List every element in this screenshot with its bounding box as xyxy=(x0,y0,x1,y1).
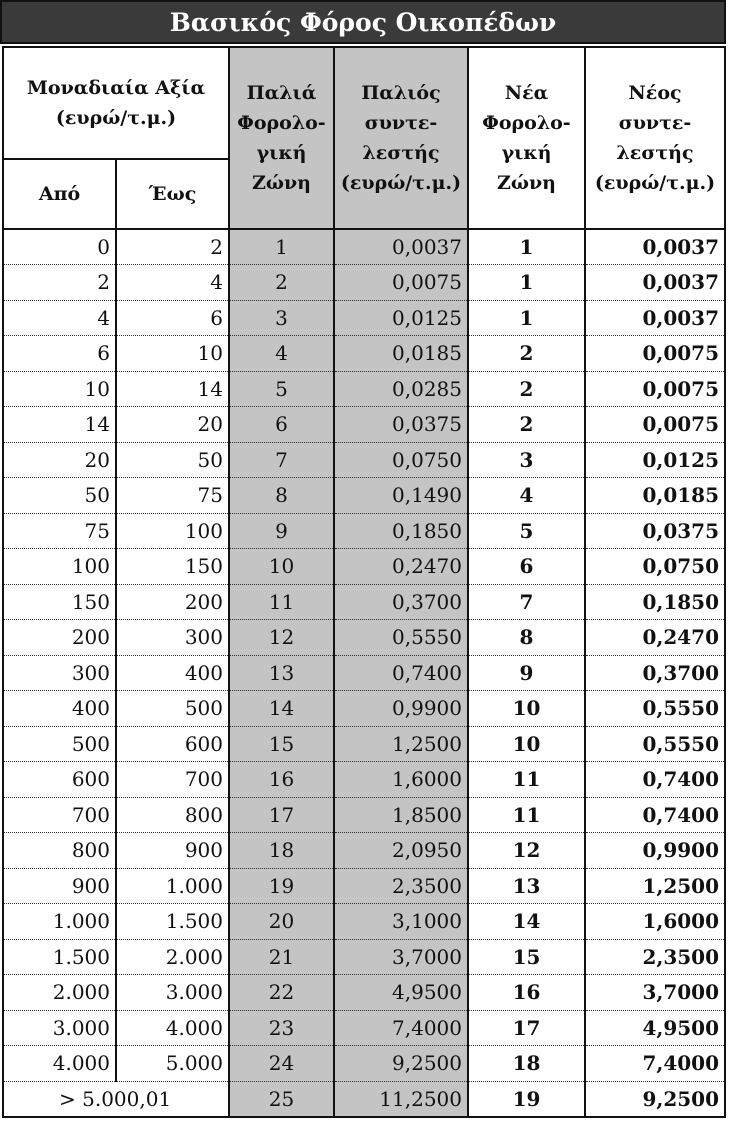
table-row xyxy=(3,939,725,975)
cell-from: 400 xyxy=(3,691,116,727)
cell-to: 600 xyxy=(116,726,229,762)
cell-from: 900 xyxy=(3,868,116,904)
cell-to: 300 xyxy=(116,620,229,656)
table-row xyxy=(3,1046,725,1082)
cell-to: 4 xyxy=(116,265,229,301)
cell-old-zone: 18 xyxy=(229,833,334,869)
cell-old-coef: 7,4000 xyxy=(334,1010,468,1046)
cell-old-zone: 3 xyxy=(229,300,334,336)
table-row xyxy=(3,407,725,443)
header-old-zone: Παλιά Φορολο-γική Ζώνη xyxy=(229,47,334,229)
cell-to: 500 xyxy=(116,691,229,727)
cell-new-coef: 9,2500 xyxy=(585,1081,725,1117)
table-row-last xyxy=(3,1081,725,1117)
cell-new-coef: 0,2470 xyxy=(585,620,725,656)
cell-to: 900 xyxy=(116,833,229,869)
cell-old-coef: 0,9900 xyxy=(334,691,468,727)
table-row xyxy=(3,478,725,514)
cell-new-coef: 0,0075 xyxy=(585,371,725,407)
cell-old-coef: 11,2500 xyxy=(334,1081,468,1117)
cell-from: 4 xyxy=(3,300,116,336)
header-new-coef: Νέος συντε-λεστής (ευρώ/τ.μ.) xyxy=(585,47,725,229)
cell-to: 3.000 xyxy=(116,975,229,1011)
cell-new-coef: 0,9900 xyxy=(585,833,725,869)
cell-new-coef: 0,5550 xyxy=(585,726,725,762)
cell-new-zone: 3 xyxy=(468,442,585,478)
table-row xyxy=(3,549,725,585)
cell-old-zone: 13 xyxy=(229,655,334,691)
cell-old-zone: 17 xyxy=(229,797,334,833)
cell-from: 3.000 xyxy=(3,1010,116,1046)
cell-old-coef: 0,1850 xyxy=(334,513,468,549)
cell-to: 75 xyxy=(116,478,229,514)
cell-to: 14 xyxy=(116,371,229,407)
table-row xyxy=(3,655,725,691)
cell-from: 20 xyxy=(3,442,116,478)
cell-new-coef: 4,9500 xyxy=(585,1010,725,1046)
table-row xyxy=(3,229,725,265)
cell-old-coef: 3,7000 xyxy=(334,939,468,975)
cell-old-coef: 0,0750 xyxy=(334,442,468,478)
cell-old-coef: 0,0125 xyxy=(334,300,468,336)
cell-old-coef: 2,3500 xyxy=(334,868,468,904)
cell-new-zone: 14 xyxy=(468,904,585,940)
table-row xyxy=(3,868,725,904)
cell-old-zone: 16 xyxy=(229,762,334,798)
cell-new-zone: 13 xyxy=(468,868,585,904)
header-unit-value: Μοναδιαία Αξία (ευρώ/τ.μ.) xyxy=(3,47,229,159)
cell-old-zone: 20 xyxy=(229,904,334,940)
cell-old-coef: 3,1000 xyxy=(334,904,468,940)
cell-range: > 5.000,01 xyxy=(3,1081,229,1117)
cell-to: 700 xyxy=(116,762,229,798)
cell-new-zone: 10 xyxy=(468,726,585,762)
cell-new-zone: 15 xyxy=(468,939,585,975)
header-to: Έως xyxy=(116,159,229,229)
cell-from: 50 xyxy=(3,478,116,514)
table-row xyxy=(3,975,725,1011)
cell-old-coef: 9,2500 xyxy=(334,1046,468,1082)
table-row xyxy=(3,265,725,301)
cell-old-zone: 22 xyxy=(229,975,334,1011)
cell-new-coef: 0,5550 xyxy=(585,691,725,727)
cell-new-zone: 11 xyxy=(468,762,585,798)
cell-from: 500 xyxy=(3,726,116,762)
cell-new-zone: 10 xyxy=(468,691,585,727)
cell-new-coef: 0,0037 xyxy=(585,229,725,265)
cell-to: 1.000 xyxy=(116,868,229,904)
cell-old-zone: 2 xyxy=(229,265,334,301)
cell-old-zone: 4 xyxy=(229,336,334,372)
cell-from: 0 xyxy=(3,229,116,265)
table-row xyxy=(3,762,725,798)
cell-to: 10 xyxy=(116,336,229,372)
cell-new-zone: 1 xyxy=(468,229,585,265)
cell-new-coef: 0,0750 xyxy=(585,549,725,585)
cell-to: 4.000 xyxy=(116,1010,229,1046)
cell-old-zone: 9 xyxy=(229,513,334,549)
table-row xyxy=(3,371,725,407)
cell-to: 100 xyxy=(116,513,229,549)
cell-new-zone: 5 xyxy=(468,513,585,549)
cell-new-coef: 0,0185 xyxy=(585,478,725,514)
cell-old-coef: 1,8500 xyxy=(334,797,468,833)
cell-old-coef: 0,0285 xyxy=(334,371,468,407)
cell-new-zone: 7 xyxy=(468,584,585,620)
cell-from: 800 xyxy=(3,833,116,869)
cell-old-zone: 5 xyxy=(229,371,334,407)
cell-old-coef: 0,0185 xyxy=(334,336,468,372)
cell-old-zone: 10 xyxy=(229,549,334,585)
cell-new-zone: 4 xyxy=(468,478,585,514)
table-row xyxy=(3,336,725,372)
table-row xyxy=(3,300,725,336)
cell-to: 50 xyxy=(116,442,229,478)
cell-to: 1.500 xyxy=(116,904,229,940)
cell-old-zone: 21 xyxy=(229,939,334,975)
cell-from: 100 xyxy=(3,549,116,585)
header-new-zone: Νέα Φορολο-γική Ζώνη xyxy=(468,47,585,229)
cell-from: 2 xyxy=(3,265,116,301)
table-row xyxy=(3,904,725,940)
table-row xyxy=(3,1010,725,1046)
cell-new-zone: 12 xyxy=(468,833,585,869)
cell-old-zone: 11 xyxy=(229,584,334,620)
cell-new-zone: 2 xyxy=(468,407,585,443)
cell-new-zone: 11 xyxy=(468,797,585,833)
cell-from: 6 xyxy=(3,336,116,372)
cell-old-zone: 7 xyxy=(229,442,334,478)
cell-old-zone: 6 xyxy=(229,407,334,443)
cell-from: 700 xyxy=(3,797,116,833)
cell-old-zone: 1 xyxy=(229,229,334,265)
cell-new-coef: 0,0375 xyxy=(585,513,725,549)
table-row xyxy=(3,726,725,762)
cell-to: 800 xyxy=(116,797,229,833)
cell-old-coef: 0,0037 xyxy=(334,229,468,265)
cell-old-coef: 0,7400 xyxy=(334,655,468,691)
cell-new-zone: 1 xyxy=(468,265,585,301)
cell-new-zone: 18 xyxy=(468,1046,585,1082)
cell-new-zone: 2 xyxy=(468,371,585,407)
cell-from: 300 xyxy=(3,655,116,691)
cell-old-zone: 15 xyxy=(229,726,334,762)
table-row xyxy=(3,691,725,727)
cell-new-coef: 1,6000 xyxy=(585,904,725,940)
cell-from: 1.500 xyxy=(3,939,116,975)
cell-new-coef: 7,4000 xyxy=(585,1046,725,1082)
cell-from: 200 xyxy=(3,620,116,656)
cell-old-zone: 25 xyxy=(229,1081,334,1117)
header-old-coef: Παλιός συντε-λεστής (ευρώ/τ.μ.) xyxy=(334,47,468,229)
cell-from: 2.000 xyxy=(3,975,116,1011)
table-row xyxy=(3,513,725,549)
cell-new-coef: 0,0037 xyxy=(585,265,725,301)
cell-old-zone: 23 xyxy=(229,1010,334,1046)
cell-new-coef: 0,7400 xyxy=(585,762,725,798)
cell-new-zone: 19 xyxy=(468,1081,585,1117)
cell-new-zone: 17 xyxy=(468,1010,585,1046)
cell-new-coef: 0,0075 xyxy=(585,336,725,372)
cell-new-coef: 1,2500 xyxy=(585,868,725,904)
cell-to: 5.000 xyxy=(116,1046,229,1082)
cell-old-zone: 19 xyxy=(229,868,334,904)
cell-new-zone: 8 xyxy=(468,620,585,656)
table-row xyxy=(3,584,725,620)
cell-old-zone: 14 xyxy=(229,691,334,727)
header-from: Από xyxy=(3,159,116,229)
cell-to: 200 xyxy=(116,584,229,620)
cell-new-coef: 2,3500 xyxy=(585,939,725,975)
cell-old-coef: 2,0950 xyxy=(334,833,468,869)
cell-new-coef: 0,3700 xyxy=(585,655,725,691)
cell-from: 10 xyxy=(3,371,116,407)
cell-old-zone: 12 xyxy=(229,620,334,656)
cell-old-coef: 0,3700 xyxy=(334,584,468,620)
cell-new-coef: 0,0125 xyxy=(585,442,725,478)
cell-to: 6 xyxy=(116,300,229,336)
cell-from: 150 xyxy=(3,584,116,620)
cell-new-coef: 0,7400 xyxy=(585,797,725,833)
cell-from: 600 xyxy=(3,762,116,798)
cell-new-coef: 0,1850 xyxy=(585,584,725,620)
tax-table xyxy=(2,46,726,1118)
cell-old-coef: 0,1490 xyxy=(334,478,468,514)
table-title: Βασικός Φόρος Οικοπέδων xyxy=(0,0,726,44)
cell-old-coef: 0,0075 xyxy=(334,265,468,301)
cell-old-coef: 0,0375 xyxy=(334,407,468,443)
cell-to: 150 xyxy=(116,549,229,585)
cell-old-zone: 24 xyxy=(229,1046,334,1082)
cell-to: 20 xyxy=(116,407,229,443)
cell-from: 14 xyxy=(3,407,116,443)
cell-old-coef: 1,6000 xyxy=(334,762,468,798)
cell-old-coef: 4,9500 xyxy=(334,975,468,1011)
table-body xyxy=(3,229,725,1117)
cell-new-coef: 3,7000 xyxy=(585,975,725,1011)
cell-old-coef: 0,5550 xyxy=(334,620,468,656)
cell-new-zone: 6 xyxy=(468,549,585,585)
cell-new-zone: 2 xyxy=(468,336,585,372)
cell-from: 1.000 xyxy=(3,904,116,940)
cell-old-zone: 8 xyxy=(229,478,334,514)
table-row xyxy=(3,442,725,478)
cell-new-zone: 16 xyxy=(468,975,585,1011)
cell-from: 75 xyxy=(3,513,116,549)
cell-new-coef: 0,0037 xyxy=(585,300,725,336)
cell-new-zone: 1 xyxy=(468,300,585,336)
cell-to: 400 xyxy=(116,655,229,691)
cell-old-coef: 1,2500 xyxy=(334,726,468,762)
cell-old-coef: 0,2470 xyxy=(334,549,468,585)
table-row xyxy=(3,833,725,869)
table-row xyxy=(3,797,725,833)
cell-to: 2 xyxy=(116,229,229,265)
cell-new-coef: 0,0075 xyxy=(585,407,725,443)
cell-from: 4.000 xyxy=(3,1046,116,1082)
cell-to: 2.000 xyxy=(116,939,229,975)
cell-new-zone: 9 xyxy=(468,655,585,691)
table-row xyxy=(3,620,725,656)
